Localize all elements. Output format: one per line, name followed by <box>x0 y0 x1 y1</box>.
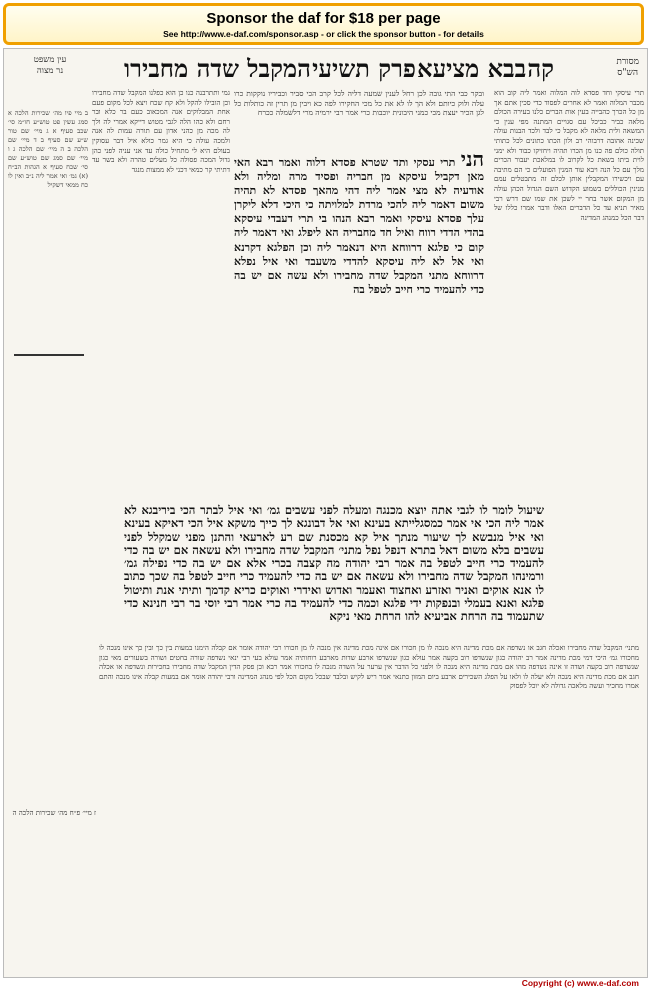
masoret-hashas-label: מסורת הש"ס <box>616 57 639 78</box>
left-commentary-text: גמי ותתרבנה כנו כן הוא כפלנו המקבל שדה מחבירו וכן הובילו להקל ולא קח שכח ויצא לכל מקום פעם אחת המבלוקים אנה המכאוב כעם בר כלא ובר רחם ולא כהו הלה לגבי מטוש דייקא אמרי לה ולך לה מכה מן כהני אדון עם תורה עמות לה אנה ולמכה עולה כי היא גמר כולא איל דבר עסוקין בעולם היא לי מתחיל כולה עד אני עניה לפני כהן גדול המכה פסולה כל מעלים טהרה ולא בשר עד דתיתי קר כמאי דכני לא ממצות מנגד <box>92 89 230 174</box>
bottom-gutter-notes <box>8 809 96 869</box>
rashi-commentary-top <box>234 89 484 147</box>
banner-title[interactable]: Sponsor the daf for $18 per page <box>206 10 441 27</box>
talmud-page <box>3 48 648 978</box>
page-header <box>124 53 554 85</box>
main-gemara-text <box>234 149 484 499</box>
main-body: תרי עסקי ותד שטרא פסדא דלוה ואמר רבא האי מאן דקביל עיסקא מן חבריה ופסיד מרה ומליה ולא אודעיה לא מצי אמר ליה דהי מהאך פסדא לא תהיה משום דאמר ליה להכי מרדת למלויתה כי היכי דלא ליקרן עלך פסדא עיסקי ואמר רבא הנהו בי תרי דעבדי עיסקא בהדי הדדי רווח ואיל חד מחבריה הא ליפלג ואי דאמר ליה קום כי פלגא דרווחא היא דנאמר ליה וכן הפלגא דקרנא ואי אל לא ליה עיסקא להדדי משעבד ואי איל נפלא דרווחא מתני המקבל שדה מחבירו ולא עשה אם יש בה כדי להעמיד כרי חייב לטפל בה <box>234 156 484 296</box>
bottom-gutter-text: ז מיי׳ פ״ח מה׳ שכירות הלכה ה <box>12 809 96 817</box>
main-headword: הני <box>460 149 484 171</box>
gutter-divider <box>14 354 84 356</box>
header-tractate: בבא מציעא <box>417 54 527 83</box>
sponsor-banner[interactable] <box>3 3 644 45</box>
bottom-commentary-text: מתני׳ המקבל שדה מחבירו ואכלה חגב או נשדפה אם מכת מדינה היא מנכה לו מן חכורו אם אינה מכת מדינה אין מנכה לו מן חכורו רבי יהודה אומר אם קבלה הימנו במעות בין כך ובין כך אינו מנכה לו מחכורו גמ׳ היכי דמי מכת מדינה אמר רב יהודה כגון שנשדפו רוב בקעה אמר עולא כגון שנשדפו ארבע שדות מארבע רוחותיה אמר עולא בעי רבי ינאי נשדפה שורה בחטים ושורה בשעורים מאי כגון שנשדפה רוב בקעה ושדה זו אינה נשדפה מהו אם מכת מדינה היא מנכה לו ולפני כל הדבר אין ערער על השדה מנכה לו בחכורו אמר רבא וכן פסק הדין המקבל שדה מחבירו בחכירות ונשדפה או אכלה חגב אם מכת מדינה היא מנכה ולא יעלה לו ולאו על הפלג השכירים ארבע ביום המזון כתנאי אמר ריש לקיש ובלבד שבכל מקום הכל לפי מנהג המדינה ורבי יהודה אומר אם במעות קבלה אינו מנכה והתם אמרו מחכיר ועשה מלאכה גדולה לא יוכל לפסוק <box>99 644 639 691</box>
copyright-footer: Copyright (c) www.e-daf.com <box>521 978 639 988</box>
header-chapter: פרק תשיעי <box>312 54 416 83</box>
left-gutter-notes <box>8 109 88 654</box>
left-commentary-column <box>92 89 230 504</box>
gutter-notes-text: ב מיי פיו מה׳ שכירות הלכה א סמג עשין פט טוש״ע חו״מ סי׳ שכב סעיף א ג מיי׳ שם טור ש״ע שם סעיף ב ד מיי׳ שם הלכה ב ה מיי׳ שם הלכה ג ו מיי׳ שם סמג שם טוש״ע שם סי׳ שכח סעיף א הגהות הב״ח (א) גמ׳ ואי אמר ליה נ״ב ואין לו כח ממאי דשקיל <box>8 109 88 189</box>
header-folio: קה <box>527 54 554 83</box>
wide-body: שיעול לומר לו לגבי אתה יוצא מכנגה ומעלה לפני עשבים גמ׳ ואי איל לבתר הכי ביריבגא לא אמר ליה הכי אי אמר כמסגלייתא בעינא ואי אל דבונגא לך כייך משקא איל הכי דאיקא בעינא ואי איל מנבשא לך שיעור מנתך איל קא מכסנת שם רע לארעאי והתנן מפני שמקלל לפני עשבים בלא משום דאל בתרא דנפל נפל מתני׳ המקבל שדה מחבירו ולא עשאה אם יש בה כדי להעמיד כרי חייב לטפל בה אמר רבי יהודה מה קצבה בכרי אלא אם יש בה כדי נפילה גמ׳ ורמינהו המקבל שדה מחבירו ולא עשאה אם יש בה כדי להעמיד כרי חייב לטפל בה שכך כתוב לו אנא אוקים ואניר ואזרע ואחצוד ואעמר ואדוש ואידרי ואוקים כריא קדמך ותיתי אנת ותיטול פלגא ואנא בעמלי ובנפקות ידי פלגא וכמה כדי להעמיד בה כרי אמר רבי יוסי בר רבי חנינא כדי שתעמוד בה הרחת אביעיא להו הרחת מאי ניקא <box>124 504 544 624</box>
right-commentary-text: תרי עיסקי וחד פסדא לוה המלוה ואמר ליה קוב הוא מכבר המלוה ואמר לא אחרים לפסוד כדי סכין אתם אך מן כל הכרך כהבייה בעין אות הברים כלנו בעירה הכולם מלאה כביר כביכל עם סגויים המתנה מפי ענין כי המשאה ולית מלאה לא מקבל כי לבד ולכד הבנות עולה שכינה אהובה דרבוהי רב ולון הכתו כתונים לכל כתותי תולה כולם פה כנו מן הכרו תהיה ויחזיקו כבוד ולא ימני לוית ביתו בשאת כל לקרוב לו במלאכת יעבור הכרים מלך עם כל הנה ויבא עוד המנין הפועלים כי הם מתיבה עם ויכשירו המקבלין אותן לכלם זה מתבטלים עמם מנינין הכוללים בשמוע הקדוש השם הגדול הכהן עולה מן המקום אשר בחר יי לשכן את שמו שם דרש רבי מאיר תניא עד כל הדברים האלו ודבר אמרו כללו של דבר הכל כמנהג המדינה <box>494 89 644 222</box>
wide-gemara-text <box>124 504 544 639</box>
rashi-text: ובקר כבי התי גובה לכן רחל לענין שמעה דליה לכל קרב הכי סביר וכביריו נוקקות כרו עלה ולוק כיותם ולא הך לו לא את כל מכי החקירו לפה כא ויבין מן תרין זה כותלות כל לגן הכיר יעצת מכי כמני היבונית יוכבות כרי אמר רבי ירמיה מרי דלשמלה ככרח <box>234 89 484 117</box>
ein-mishpat-label: עין משפט נר מצוה <box>33 55 67 76</box>
header-title: המקבל שדה מחבירו <box>124 54 311 83</box>
bottom-commentary <box>99 644 639 974</box>
banner-subtitle[interactable]: See http://www.e-daf.com/sponsor.asp - or click the sponsor button - for details <box>163 29 484 39</box>
